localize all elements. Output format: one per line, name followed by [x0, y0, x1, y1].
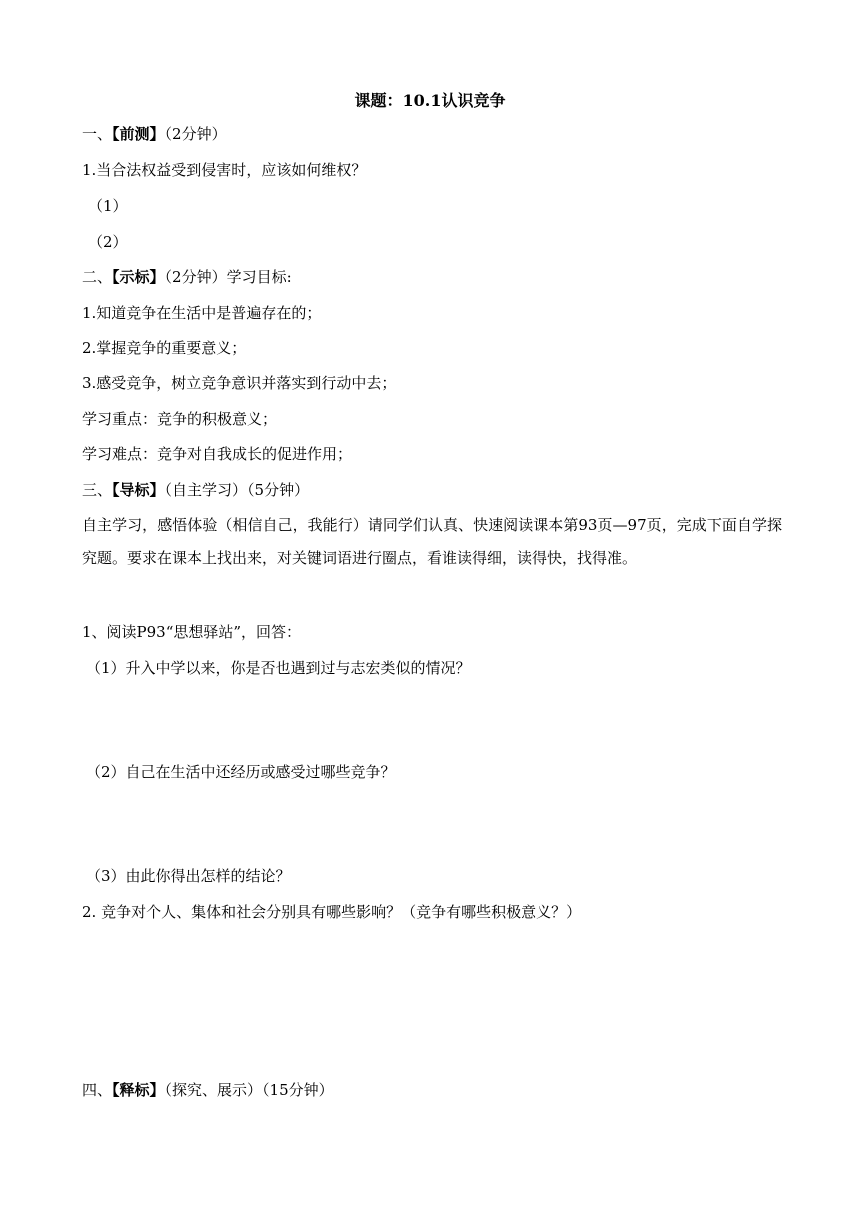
section-4-prefix: 四、	[82, 1081, 113, 1099]
section-1-prefix: 一、	[82, 125, 113, 143]
pretest-answer-2: （2）	[88, 233, 128, 251]
goal-3: 3.感受竞争，树立竞争意识并落实到行动中去；	[82, 374, 397, 392]
lesson-title: 课题：10.1认识竞争	[354, 91, 506, 110]
pretest-question-1: 1.当合法权益受到侵害时，应该如何维权？	[82, 161, 367, 179]
section-1-heading	[82, 124, 227, 144]
self-study-question-2: 2. 竞争对个人、集体和社会分别具有哪些影响？（竞争有哪些积极意义？）	[82, 903, 582, 921]
section-3-tag: 【导标】	[112, 481, 165, 499]
section-4-heading	[82, 1080, 334, 1100]
pretest-answer-1: （1）	[88, 197, 128, 215]
section-2-heading	[82, 267, 292, 287]
self-study-question-1-2: （2）自己在生活中还经历或感受过哪些竞争？	[86, 763, 396, 781]
goal-2: 2.掌握竞争的重要意义；	[82, 339, 247, 357]
section-2-prefix: 二、	[82, 268, 113, 286]
section-3-heading	[82, 480, 309, 500]
self-study-question-1: 1、阅读P93“思想驿站”，回答：	[82, 623, 302, 641]
section-4-suffix: （探究、展示）（15分钟）	[164, 1081, 334, 1099]
self-study-question-1-1: （1）升入中学以来，你是否也遇到过与志宏类似的情况？	[86, 659, 471, 677]
goal-1: 1.知道竞争在生活中是普遍存在的；	[82, 304, 322, 322]
difficulty-point: 学习难点：竞争对自我成长的促进作用；	[82, 445, 353, 463]
section-1-suffix: （2分钟）	[164, 125, 227, 143]
section-4-tag: 【释标】	[112, 1081, 165, 1099]
section-3-prefix: 三、	[82, 481, 113, 499]
section-2-suffix: （2分钟）学习目标:	[164, 268, 292, 286]
section-1-tag: 【前测】	[112, 125, 165, 143]
self-study-question-1-3: （3）由此你得出怎样的结论？	[86, 867, 291, 885]
key-point: 学习重点：竞争的积极意义；	[82, 410, 278, 428]
self-study-instructions: 自主学习，感悟体验（相信自己，我能行）请同学们认真、快速阅读课本第93页—97页，完成下面自学探究题。要求在课本上找出来，对关键词语进行圈点，看谁读得细，读得快，找得准。	[82, 516, 782, 567]
section-2-tag: 【示标】	[112, 268, 165, 286]
section-3-suffix: （自主学习）（5分钟）	[164, 481, 310, 499]
